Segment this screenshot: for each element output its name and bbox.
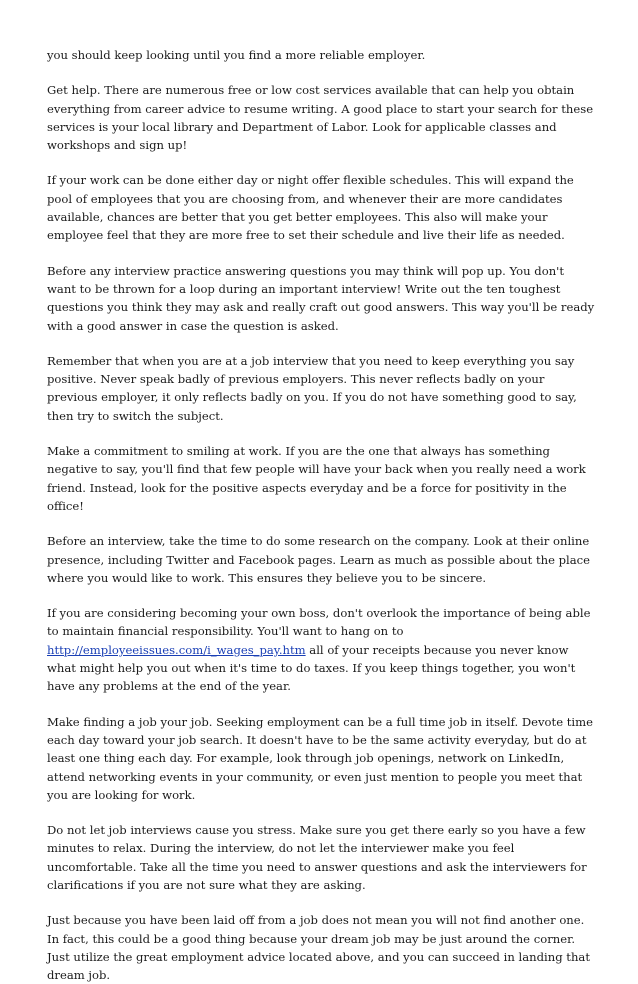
paragraph: Just because you have been laid off from a job does not mean you will not find another one. In fact, this could be a good thing because your dream job may be just around the corner. Just utilize the great employment advice located above, and you can succeed in landing that dream job. [47,913,590,983]
document-body [47,46,595,984]
paragraph: Remember that when you are at a job interview that you need to keep everything you say positive. Never speak badly of previous employers. This never reflects badly on your previous employer, it only reflects badly on you. If you do not have something good to say, then try to switch the subject. [47,353,577,423]
paragraph: Before an interview, take the time to do some research on the company. Look at their online presence, including Twitter and Facebook pages. Learn as much as possible about the place where you would like to work. This ensures they believe you to be sincere. [47,534,591,585]
paragraph-with-link [47,604,595,695]
paragraph: Make finding a job your job. Seeking employment can be a full time job in itself. Devote time each day toward your job search. It doesn't have to be the same activity everyday, but do at least one thing each day. For example, look through job openings, network on LinkedIn, attend networking events in your community, or even just mention to people you meet that you are looking for work. [47,714,593,802]
paragraph: Make a commitment to smiling at work. If you are the one that always has something negative to say, you'll find that few people will have your back when you really need a work friend. Instead, look for the positive aspects everyday and be a force for positivity in the office! [47,444,586,513]
paragraph: you should keep looking until you find a more reliable employer. [47,48,426,62]
wages-pay-link[interactable]: http://employeeissues.com/i_wages_pay.htm [47,642,306,657]
paragraph: Get help. There are numerous free or low cost services available that can help you obtain everything from career advice to resume writing. A good place to start your search for these services is your local library and Department of Labor. Look for applicable classes and workshops and sign up! [47,83,594,153]
paragraph: Before any interview practice answering questions you may think will pop up. You don't want to be thrown for a loop during an important interview! Write out the ten toughest questions you think they may ask and really craft out good answers. This way you'll be ready with a good answer in case the question is asked. [47,263,595,333]
paragraph-text-after-link: all of your receipts because you never know what might help you out when it's time to do taxes. If you keep things together, you won't have any problems at the end of the year. [47,642,576,694]
paragraph: Do not let job interviews cause you stress. Make sure you get there early so you have a few minutes to relax. During the interview, do not let the interviewer make you feel uncomfortable. Take all the time you need to answer questions and ask the interviewers for clarifications if you are not sure what they are asking. [47,823,587,892]
paragraph-text-before-link: If you are considering becoming your own boss, don't overlook the importance of being able to maintain financial responsibility. You'll want to hang on to [47,606,591,639]
paragraph: If your work can be done either day or night offer flexible schedules. This will expand the pool of employees that you are choosing from, and whenever their are more candidates available, chances are better that you get better employees. This also will make your employee feel that they are more free to set their schedule and live their life as needed. [47,173,574,243]
